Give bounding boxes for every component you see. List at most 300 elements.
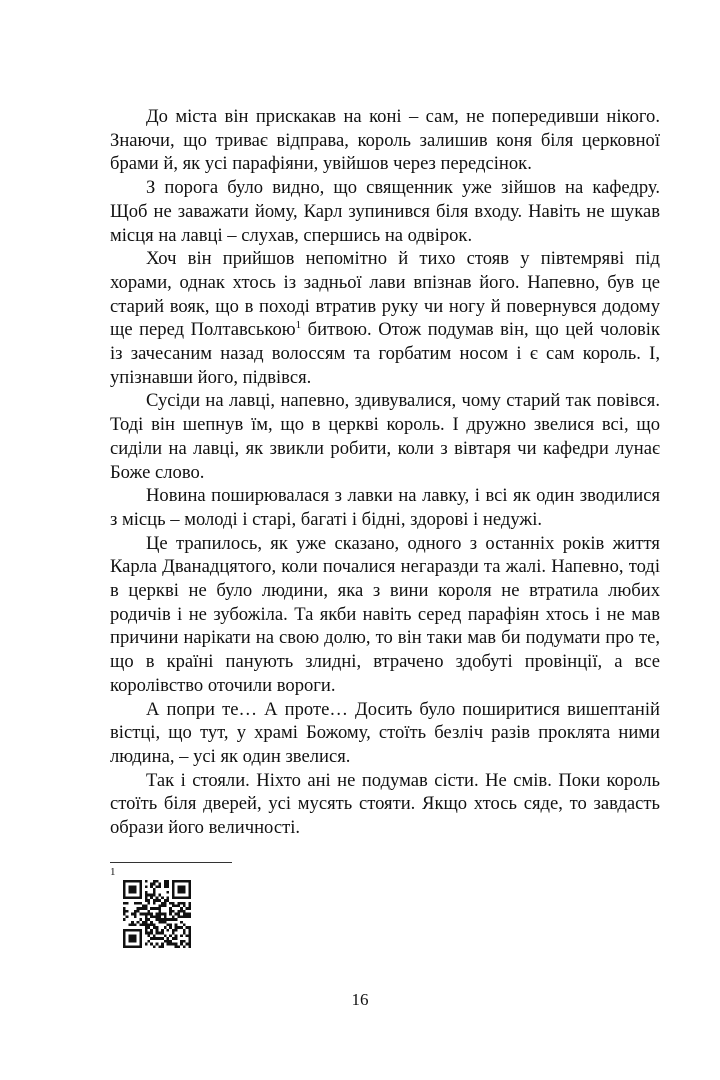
qr-module [183,880,186,883]
qr-module [175,929,178,932]
qr-module [167,924,170,927]
qr-module [180,907,183,910]
qr-module [175,926,178,929]
qr-module [183,896,186,899]
qr-module [180,896,183,899]
qr-module [175,937,178,940]
qr-module [167,885,170,888]
qr-module [188,945,191,948]
qr-module [183,945,186,948]
qr-module [188,907,191,910]
qr-module [147,924,150,927]
qr-module [158,913,161,916]
qr-module [123,894,126,897]
qr-module [153,888,156,891]
qr-module [164,902,167,905]
footnote-divider [110,862,232,863]
qr-module [126,910,129,913]
qr-module [145,894,148,897]
qr-module [156,932,159,935]
qr-module [156,926,159,929]
qr-module [177,913,180,916]
qr-module [161,913,164,916]
qr-module [134,902,137,905]
qr-module [147,918,150,921]
paragraph-4: Сусіди на лавці, напевно, здивувалися, чому старий так повівся. Тоді він шепнув їм, що в церкві король. І дружно звелися всі, що сиділи на лавці, як звикли робити, коли з вівтаря чи кафедри лунає Боже слово. [110,390,660,483]
qr-module [169,940,172,943]
qr-module [123,885,126,888]
qr-module [126,880,129,883]
qr-module [134,937,137,940]
qr-module [147,934,150,937]
qr-module [153,899,156,902]
qr-module [139,924,142,927]
qr-module [134,885,137,888]
qr-module [131,937,134,940]
qr-module [169,924,172,927]
qr-module [158,921,161,924]
qr-module [164,926,167,929]
qr-module [167,891,170,894]
qr-module [139,929,142,932]
qr-module [150,896,153,899]
qr-module [169,910,172,913]
qr-module [145,885,148,888]
qr-module [128,896,131,899]
qr-module [145,904,148,907]
qr-module [156,937,159,940]
qr-module [150,937,153,940]
qr-module [128,880,131,883]
qr-module [188,894,191,897]
qr-module [164,913,167,916]
qr-module [172,915,175,918]
qr-module [175,918,178,921]
qr-module [131,945,134,948]
qr-module [161,921,164,924]
qr-module [186,896,189,899]
qr-module [188,883,191,886]
qr-module [142,913,145,916]
qr-module [153,894,156,897]
qr-module [139,937,142,940]
qr-module [139,902,142,905]
qr-module [128,885,131,888]
qr-module [161,918,164,921]
qr-module [123,896,126,899]
qr-module [158,894,161,897]
qr-module [123,918,126,921]
qr-module [180,934,183,937]
qr-module [126,929,129,932]
qr-module [175,934,178,937]
qr-module [147,932,150,935]
qr-module [156,929,159,932]
qr-module [134,910,137,913]
qr-module [145,913,148,916]
qr-module [153,926,156,929]
qr-module [123,929,126,932]
qr-module [177,904,180,907]
qr-module [153,891,156,894]
qr-module [139,940,142,943]
qr-module [183,915,186,918]
qr-module [153,924,156,927]
qr-module [137,921,140,924]
qr-module [188,929,191,932]
qr-module [156,907,159,910]
qr-module [131,880,134,883]
qr-module [134,940,137,943]
qr-module [158,907,161,910]
qr-module [131,891,134,894]
qr-module [147,940,150,943]
qr-module [139,913,142,916]
qr-module [175,924,178,927]
paragraph-2: З порога було видно, що священник уже зійшов на кафедру. Щоб не заважати йому, Карл зупинився біля входу. Навіть не шукав місця на лавці – слухав, спершись на одвірок. [110,177,660,246]
qr-module [183,913,186,916]
qr-module [150,921,153,924]
qr-module [172,885,175,888]
qr-module [188,934,191,937]
qr-module [134,945,137,948]
qr-module [167,929,170,932]
qr-module [161,902,164,905]
qr-module [158,937,161,940]
qr-module [167,883,170,886]
qr-module [147,910,150,913]
qr-module [139,883,142,886]
qr-module [145,896,148,899]
qr-module [169,926,172,929]
qr-module [123,943,126,946]
qr-module [131,921,134,924]
qr-module [164,904,167,907]
qr-module [142,924,145,927]
qr-module [158,945,161,948]
qr-module [139,894,142,897]
qr-module [167,918,170,921]
qr-module [128,934,131,937]
qr-module [177,915,180,918]
qr-module [128,945,131,948]
qr-module [169,943,172,946]
qr-module [153,945,156,948]
qr-module [123,891,126,894]
qr-module [158,910,161,913]
qr-module [145,921,148,924]
qr-module [131,929,134,932]
qr-module [177,910,180,913]
qr-module [158,932,161,935]
qr-module [128,888,131,891]
qr-module [145,924,148,927]
qr-module [188,888,191,891]
qr-module [158,904,161,907]
qr-module [188,913,191,916]
qr-module [183,891,186,894]
qr-module [180,888,183,891]
qr-module [180,910,183,913]
footnote-reference[interactable]: 1 [295,319,302,332]
qr-module [172,880,175,883]
qr-module [145,918,148,921]
qr-module [139,907,142,910]
qr-module [156,885,159,888]
qr-module [164,885,167,888]
qr-module [126,896,129,899]
qr-module [153,915,156,918]
qr-module [139,934,142,937]
qr-module [158,918,161,921]
qr-module [188,940,191,943]
qr-module [145,891,148,894]
qr-module [169,934,172,937]
qr-module [172,896,175,899]
qr-module [137,896,140,899]
qr-module [123,888,126,891]
qr-module [183,929,186,932]
qr-module [186,943,189,946]
qr-module [150,885,153,888]
qr-module [172,902,175,905]
qr-module [139,891,142,894]
qr-module [188,915,191,918]
qr-module [123,934,126,937]
qr-module [147,913,150,916]
qr-module [186,913,189,916]
paragraph-5: Новина поширювалася з лавки на лавку, і всі як один зводилися з місць – молоді і старі, багаті і бідні, здорові і недужі. [110,485,660,530]
qr-module [188,891,191,894]
qr-module [150,894,153,897]
qr-module [158,899,161,902]
qr-module [137,907,140,910]
qr-module [139,888,142,891]
qr-module [188,937,191,940]
qr-module [183,885,186,888]
qr-module [145,932,148,935]
qr-module [177,902,180,905]
qr-module [177,880,180,883]
qr-module [167,880,170,883]
qr-module [156,896,159,899]
page-number: 16 [351,990,369,1009]
qr-module [128,929,131,932]
qr-module [164,915,167,918]
qr-module [134,924,137,927]
qr-module [180,921,183,924]
qr-module [126,945,129,948]
qr-module [150,924,153,927]
qr-module [183,888,186,891]
qr-module [123,932,126,935]
qr-module [180,891,183,894]
qr-module [131,896,134,899]
qr-module [147,894,150,897]
qr-module [183,932,186,935]
qr-module [147,926,150,929]
qr-module [134,915,137,918]
qr-module [177,896,180,899]
qr-module [172,883,175,886]
qr-module [131,924,134,927]
qr-module [123,902,126,905]
qr-module [156,899,159,902]
qr-module [123,883,126,886]
qr-module [188,896,191,899]
qr-module [164,940,167,943]
qr-module [177,891,180,894]
qr-module [186,907,189,910]
qr-module [164,883,167,886]
qr-module [123,880,126,883]
qr-module [172,943,175,946]
qr-module [188,932,191,935]
qr-module [186,926,189,929]
qr-module [167,940,170,943]
qr-module [128,937,131,940]
qr-module [142,907,145,910]
qr-module [188,904,191,907]
qr-module [142,904,145,907]
qr-module [123,910,126,913]
qr-module [188,943,191,946]
paragraph-8: Так і стояли. Ніхто ані не подумав сісти. Не смів. Поки король стоїть біля дверей, усі мусять стояти. Якщо хтось сяде, то завдасть образи його величності. [110,769,660,839]
qr-module [161,932,164,935]
qr-module [153,902,156,905]
qr-module [180,902,183,905]
qr-module [161,904,164,907]
qr-module [156,918,159,921]
qr-module [139,880,142,883]
qr-module [161,943,164,946]
qr-module [183,904,186,907]
qr-module [161,937,164,940]
qr-module [134,929,137,932]
qr-module [188,926,191,929]
qr-module [123,913,126,916]
qr-module [156,880,159,883]
paragraph-1: До міста він прискакав на коні – сам, не попередивши нікого. Знаючи, що триває відправа, король залишив коня біля церковної брами й, як усі парафіяни, увійшов через передсінок. [110,106,660,175]
qr-module [169,918,172,921]
qr-module [123,907,126,910]
qr-module [167,937,170,940]
footnote-number: 1 [110,866,116,878]
qr-module [158,885,161,888]
qr-module [131,888,134,891]
qr-module [172,929,175,932]
qr-module [180,943,183,946]
qr-module [172,888,175,891]
qr-module [137,945,140,948]
paragraph-3 [110,247,660,389]
qr-module [183,924,186,927]
qr-module [142,921,145,924]
qr-module [156,913,159,916]
qr-module [139,885,142,888]
qr-module [177,945,180,948]
qr-module [172,894,175,897]
qr-code-icon[interactable] [123,880,191,948]
qr-module [123,937,126,940]
qr-module [153,883,156,886]
paragraph-6: Це трапилось, як уже сказано, одного з останніх років життя Карла Дванадцятого, коли почалися негаразди та жалі. Напевно, тоді в церкві не було людини, яка з вини короля не втратила любих родичів і не зубожіла. Та якби навіть серед парафіян хтось і не мав причини нарікати на свою долю, то він таки мав би подумати про те, що в країні панують злидні, втрачено здобуті провінції, а все королівство оточили вороги. [110,532,660,696]
paragraph-3-text-before: Хоч він прийшов непомітно й тихо стояв у півтемряві під хорами, однак хтось із задньої лави впізнав його. Напевно, був це старий вояк, що в поході втратив руку чи ногу й повернувся додому ще перед Полтавською [110,248,660,341]
qr-module [175,904,178,907]
qr-module [137,910,140,913]
qr-module [134,934,137,937]
qr-module [172,904,175,907]
qr-module [134,913,137,916]
qr-module [164,918,167,921]
qr-module [145,899,148,902]
qr-module [145,943,148,946]
qr-module [169,913,172,916]
paragraph-7: А попри те… А проте… Досить було поширитися вишептаній вістці, що тут, у храмі Божому, стоїть безліч разів проклята ними людина, – усі як один звелися. [110,698,660,767]
qr-module [123,940,126,943]
qr-module [175,880,178,883]
qr-module [188,902,191,905]
qr-module [186,915,189,918]
qr-module [139,918,142,921]
qr-module [164,880,167,883]
qr-module [131,885,134,888]
qr-module [177,926,180,929]
qr-module [180,926,183,929]
qr-module [134,880,137,883]
qr-module [123,945,126,948]
qr-module [177,888,180,891]
qr-module [126,902,129,905]
qr-module [180,940,183,943]
qr-module [150,932,153,935]
qr-module [134,896,137,899]
qr-module [167,943,170,946]
qr-module [183,940,186,943]
qr-module [161,945,164,948]
qr-module [177,885,180,888]
qr-module [150,907,153,910]
qr-module [128,891,131,894]
qr-module [158,915,161,918]
qr-module [131,913,134,916]
qr-module [186,934,189,937]
qr-module [180,885,183,888]
qr-module [145,907,148,910]
qr-module [150,915,153,918]
qr-module [172,937,175,940]
main-text [110,105,660,840]
qr-module [161,929,164,932]
qr-module [186,880,189,883]
qr-module [172,932,175,935]
qr-module [172,891,175,894]
qr-module [134,891,137,894]
qr-module [137,880,140,883]
qr-module [156,915,159,918]
qr-module [158,883,161,886]
qr-module [175,913,178,916]
qr-module [153,937,156,940]
qr-module [180,880,183,883]
qr-module [169,907,172,910]
qr-module [137,929,140,932]
qr-module [147,902,150,905]
qr-module [150,943,153,946]
qr-module [150,913,153,916]
qr-module [180,915,183,918]
qr-module [139,932,142,935]
